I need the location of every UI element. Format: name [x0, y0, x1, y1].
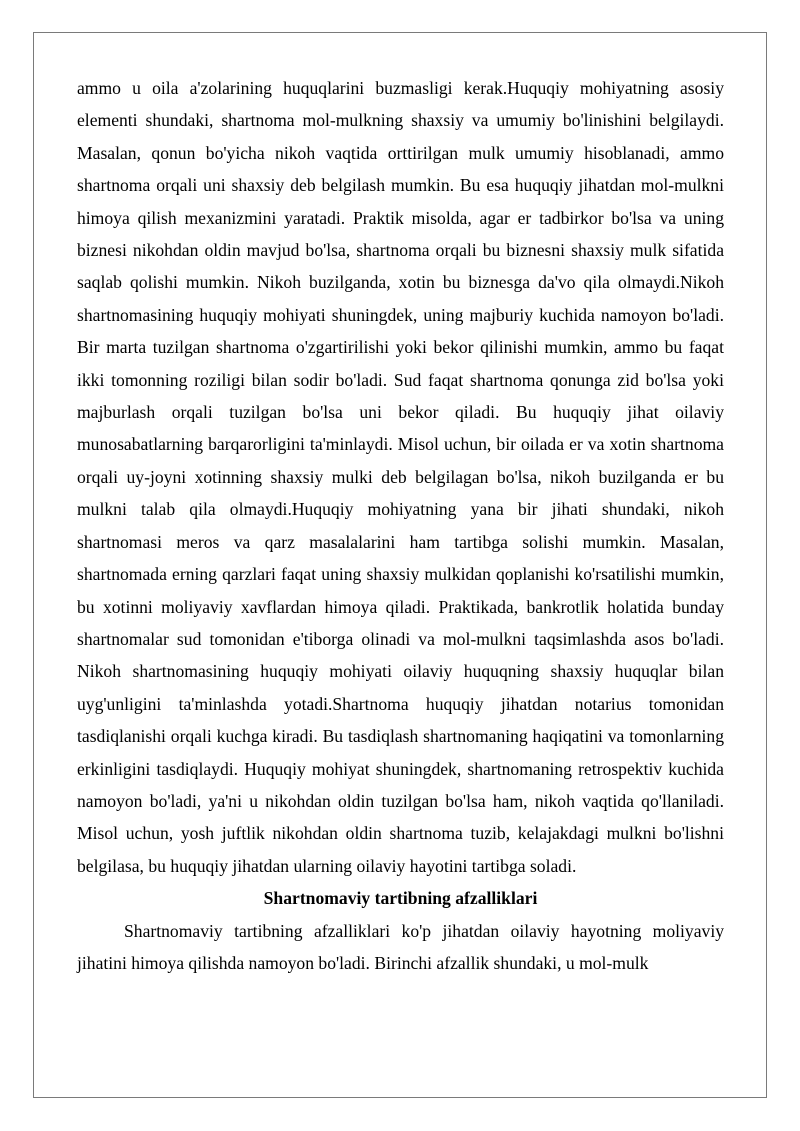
section-heading: Shartnomaviy tartibning afzalliklari [263, 888, 538, 909]
document-body [77, 72, 724, 979]
body-paragraph: ammo u oila a'zolarining huquqlarini buzmasligi kerak.Huquqiy mohiyatning asosiy elementi shundaki, shartnoma mol-mulkning shaxsiy va umumiy bo'linishini belgilaydi. Masalan, qonun bo'yicha nikoh vaqtida orttirilgan mulk umumiy hisoblanadi, ammo shartnoma orqali uni shaxsiy deb belgilash mumkin. Bu esa huquqiy jihatdan mol-mulkni himoya qilish mexanizmini yaratadi. Praktik misolda, agar er tadbirkor bo'lsa va uning biznesi nikohdan oldin mavjud bo'lsa, shartnoma orqali bu biznesni shaxsiy mulk sifatida saqlab qolishi mumkin. Nikoh buzilganda, xotin bu biznesga da'vo qila olmaydi.Nikoh shartnomasining huquqiy mohiyati shuningdek, uning majburiy kuchida namoyon bo'ladi. Bir marta tuzilgan shartnoma o'zgartirilishi yoki bekor qilinishi mumkin, ammo bu faqat ikki tomonning roziligi bilan sodir bo'ladi. Sud faqat shartnoma qonunga zid bo'lsa yoki majburlash orqali tuzilgan bo'lsa uni bekor qiladi. Bu huquqiy jihat oilaviy munosabatlarning barqarorligini ta'minlaydi. Misol uchun, bir oilada er va xotin shartnoma orqali uy-joyni xotinning shaxsiy mulki deb belgilagan bo'lsa, nikoh buzilganda er bu mulkni talab qila olmaydi.Huquqiy mohiyatning yana bir jihati shundaki, nikoh shartnomasi meros va qarz masalalarini ham tartibga solishi mumkin. Masalan, shartnomada erning qarzlari faqat uning shaxsiy mulkidan qoplanishi ko'rsatilishi mumkin, bu xotinni moliyaviy xavflardan himoya qiladi. Praktikada, bankrotlik holatida bunday shartnomalar sud tomonidan e'tiborga olinadi va mol-mulkni taqsimlashda asos bo'ladi. Nikoh shartnomasining huquqiy mohiyati oilaviy huquqning shaxsiy huquqlar bilan uyg'unligini ta'minlashda yotadi.Shartnoma huquqiy jihatdan notarius tomonidan tasdiqlanishi orqali kuchga kiradi. Bu tasdiqlash shartnomaning haqiqatini va tomonlarning erkinligini tasdiqlaydi. Huquqiy mohiyat shuningdek, shartnomaning retrospektiv kuchida namoyon bo'ladi, ya'ni u nikohdan oldin tuzilgan bo'lsa ham, nikoh vaqtida qo'llaniladi. Misol uchun, yosh juftlik nikohdan oldin shartnoma tuzib, kelajakdagi mulkni bo'lishni belgilasa, bu huquqiy jihatdan ularning oilaviy hayotini tartibga soladi. [77, 78, 724, 876]
body-paragraph: Shartnomaviy tartibning afzalliklari ko'p jihatdan oilaviy hayotning moliyaviy jihatini himoya qilishda namoyon bo'ladi. Birinchi afzallik shundaki, u mol-mulk [77, 920, 724, 973]
